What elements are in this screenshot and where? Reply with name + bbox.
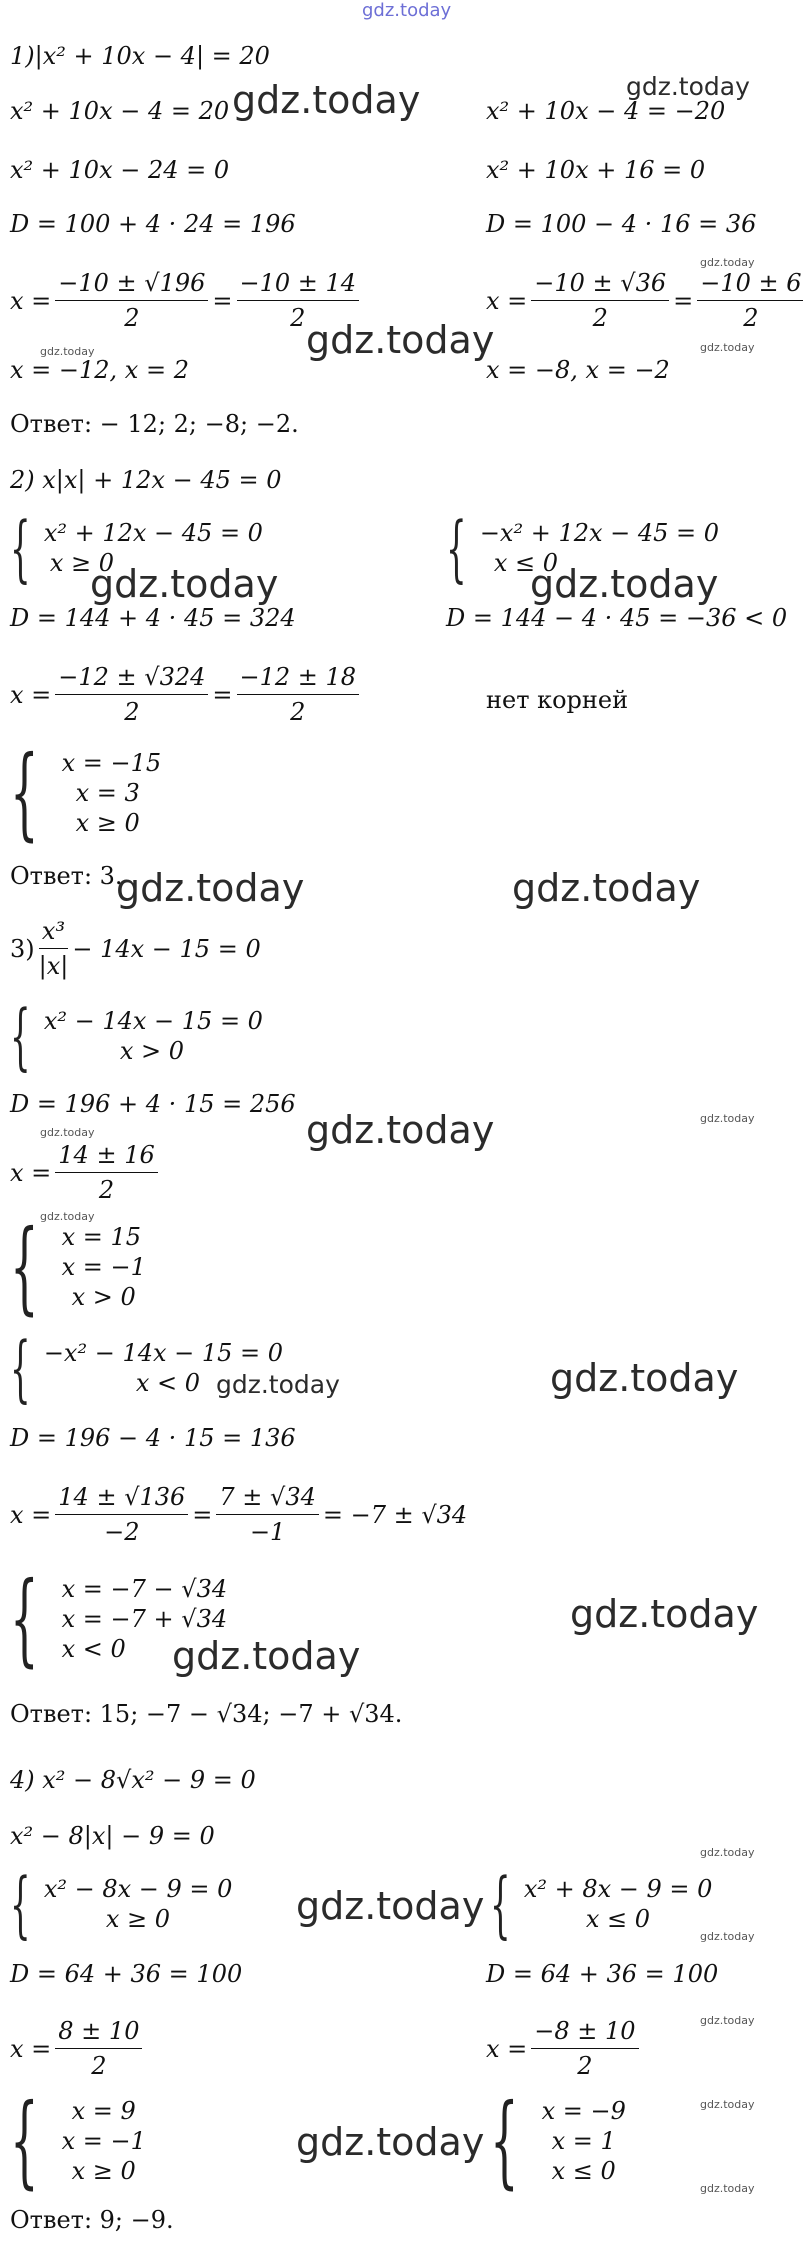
watermark: gdz.today [172, 1634, 361, 1678]
p3-answer: Ответ: 15; −7 − √34; −7 + √34. [10, 1700, 403, 1728]
p4-left-result-system [10, 2082, 146, 2199]
system-row: x = −9 [541, 2097, 626, 2125]
system-row: x = −1 [61, 1253, 146, 1281]
watermark: gdz.today [700, 1846, 755, 1859]
formula-prefix: x = [10, 1158, 52, 1187]
watermark: gdz.today [550, 1356, 739, 1400]
system-row: x² + 8x − 9 = 0 [523, 1875, 713, 1903]
system-row: −x² + 12x − 45 = 0 [479, 519, 720, 547]
watermark: gdz.today [306, 318, 495, 362]
p1-title: 1)|x² + 10x − 4| = 20 [10, 42, 270, 70]
p2-no-roots: нет корней [486, 686, 629, 714]
system-row: x² − 14x − 15 = 0 [43, 1007, 263, 1035]
watermark: gdz.today [40, 1210, 95, 1223]
p4-right-result-system [490, 2082, 626, 2199]
brace-icon: { [10, 734, 39, 851]
system-row: x ≤ 0 [551, 2157, 616, 2185]
system-row: x = 15 [61, 1223, 142, 1251]
p1-right-discriminant: D = 100 − 4 · 16 = 36 [486, 210, 757, 238]
fraction [237, 662, 360, 727]
p4-right-discriminant: D = 64 + 36 = 100 [486, 1960, 719, 1988]
fraction [55, 2016, 142, 2081]
denominator: −1 [249, 1518, 286, 1546]
watermark: gdz.today [40, 1126, 95, 1139]
formula-prefix: x = [10, 680, 52, 709]
watermark: gdz.today [296, 1884, 485, 1928]
watermark: gdz.today [700, 1930, 755, 1943]
system-row: x² − 8x − 9 = 0 [43, 1875, 233, 1903]
system-row: x < 0 [61, 1635, 126, 1663]
fraction [531, 268, 669, 333]
formula-prefix: x = [10, 286, 52, 315]
numerator: 8 ± 10 [55, 2016, 142, 2049]
system-row: x > 0 [119, 1037, 184, 1065]
watermark: gdz.today [116, 866, 305, 910]
fraction [39, 916, 69, 981]
p2-right-discriminant: D = 144 − 4 · 45 = −36 < 0 [446, 604, 788, 632]
system-row: x ≥ 0 [71, 2157, 136, 2185]
watermark: gdz.today [296, 2120, 485, 2164]
system-row: x = 1 [551, 2127, 616, 2155]
system-row: x = −7 − √34 [61, 1575, 228, 1603]
p4-right-roots-formula [486, 2016, 643, 2081]
p1-right-roots: x = −8, x = −2 [486, 356, 670, 384]
fraction [55, 1482, 188, 1547]
p2-left-discriminant: D = 144 + 4 · 45 = 324 [10, 604, 296, 632]
numerator: −10 ± 14 [237, 268, 360, 301]
system-row: x ≤ 0 [585, 1905, 650, 1933]
system-row: x ≥ 0 [105, 1905, 170, 1933]
watermark: gdz.today [700, 2014, 755, 2027]
fraction [216, 1482, 318, 1547]
p2-roots-formula [10, 662, 363, 727]
p1-left-quadratic: x² + 10x − 24 = 0 [10, 156, 230, 184]
denominator: 2 [290, 698, 306, 726]
p2-title: 2) x|x| + 12x − 45 = 0 [10, 466, 282, 494]
system-row: x ≤ 0 [493, 549, 558, 577]
p3-system-positive [10, 994, 263, 1078]
brace-icon: { [446, 506, 467, 590]
p3-roots-formula-2 [10, 1482, 467, 1547]
watermark: gdz.today [40, 345, 95, 358]
numerator: −12 ± 18 [237, 662, 360, 695]
denominator: 2 [290, 304, 306, 332]
brace-icon: { [10, 1862, 31, 1946]
p3-discriminant-2: D = 196 − 4 · 15 = 136 [10, 1424, 296, 1452]
p4-title: 4) x² − 8√x² − 9 = 0 [10, 1766, 256, 1794]
simplified-result: = −7 ± √34 [322, 1500, 468, 1529]
system-row: −x² − 14x − 15 = 0 [43, 1339, 284, 1367]
equals-sign: = [673, 286, 694, 315]
watermark: gdz.today [216, 1370, 340, 1399]
p1-right-quadratic: x² + 10x + 16 = 0 [486, 156, 706, 184]
brace-icon: { [10, 1326, 31, 1410]
system-row: x = 3 [75, 779, 140, 807]
formula-prefix: x = [10, 1500, 52, 1529]
equals-sign: = [212, 680, 233, 709]
p2-answer: Ответ: 3. [10, 862, 123, 890]
brace-icon: { [10, 1208, 39, 1325]
system-row: x = −15 [61, 749, 162, 777]
system-row: x = −7 + √34 [61, 1605, 228, 1633]
denominator: 2 [98, 1176, 115, 1204]
numerator: x³ [39, 916, 68, 949]
watermark: gdz.today [306, 1108, 495, 1152]
denominator: 2 [592, 304, 608, 332]
header-watermark: gdz.today [362, 0, 452, 21]
p4-answer: Ответ: 9; −9. [10, 2206, 174, 2234]
p3-roots-formula-1 [10, 1140, 162, 1205]
watermark: gdz.today [626, 72, 750, 101]
p3-discriminant-1: D = 196 + 4 · 15 = 256 [10, 1090, 296, 1118]
watermark: gdz.today [700, 2182, 755, 2195]
numerator: 14 ± 16 [55, 1140, 157, 1173]
watermark: gdz.today [700, 256, 755, 269]
fraction [697, 268, 803, 333]
system-row: x < 0 [135, 1369, 200, 1397]
watermark: gdz.today [700, 1112, 755, 1125]
denominator: 2 [577, 2052, 593, 2080]
equation-rest: − 14x − 15 = 0 [72, 934, 261, 963]
formula-prefix: x = [10, 2034, 52, 2063]
watermark: gdz.today [700, 341, 755, 354]
system-row: x² + 12x − 45 = 0 [43, 519, 263, 547]
p4-left-system [10, 1862, 233, 1946]
p4-right-system [490, 1862, 713, 1946]
numerator: −10 ± √196 [55, 268, 208, 301]
p1-right-roots-formula [486, 268, 803, 333]
brace-icon: { [10, 994, 31, 1078]
brace-icon: { [490, 2082, 519, 2199]
watermark: gdz.today [512, 866, 701, 910]
p1-answer: Ответ: − 12; 2; −8; −2. [10, 410, 299, 438]
fraction [531, 2016, 638, 2081]
denominator: 2 [91, 2052, 107, 2080]
system-row: x ≥ 0 [75, 809, 140, 837]
problem-number: 3) [10, 934, 35, 963]
numerator: −10 ± √36 [531, 268, 669, 301]
watermark: gdz.today [570, 1592, 759, 1636]
brace-icon: { [10, 1560, 39, 1677]
numerator: −12 ± √324 [55, 662, 208, 695]
brace-icon: { [10, 506, 31, 590]
fraction [55, 268, 208, 333]
numerator: −10 ± 6 [697, 268, 803, 301]
watermark: gdz.today [530, 562, 719, 606]
system-row: x = −1 [61, 2127, 146, 2155]
brace-icon: { [490, 1862, 511, 1946]
formula-prefix: x = [486, 2034, 528, 2063]
denominator: |x| [38, 952, 69, 980]
p4-left-roots-formula [10, 2016, 146, 2081]
denominator: 2 [124, 304, 140, 332]
p1-right-equation: x² + 10x − 4 = −20 [486, 97, 726, 125]
brace-icon: { [10, 2082, 39, 2199]
formula-prefix: x = [486, 286, 528, 315]
p1-left-roots: x = −12, x = 2 [10, 356, 189, 384]
fraction [55, 662, 208, 727]
p4-equation: x² − 8|x| − 9 = 0 [10, 1822, 215, 1850]
watermark: gdz.today [90, 562, 279, 606]
fraction [55, 1140, 157, 1205]
equals-sign: = [192, 1500, 213, 1529]
numerator: 14 ± √136 [55, 1482, 188, 1515]
watermark: gdz.today [232, 78, 421, 122]
system-row: x > 0 [71, 1283, 136, 1311]
numerator: −8 ± 10 [531, 2016, 638, 2049]
numerator: 7 ± √34 [216, 1482, 318, 1515]
p1-left-equation: x² + 10x − 4 = 20 [10, 97, 230, 125]
watermark: gdz.today [700, 2098, 755, 2111]
equals-sign: = [212, 286, 233, 315]
p1-left-discriminant: D = 100 + 4 · 24 = 196 [10, 210, 296, 238]
system-row: x = 9 [71, 2097, 136, 2125]
p2-result-system [10, 734, 162, 851]
system-row: x ≥ 0 [49, 549, 114, 577]
denominator: 2 [743, 304, 759, 332]
denominator: −2 [104, 1518, 140, 1546]
denominator: 2 [124, 698, 140, 726]
p3-title [10, 916, 261, 981]
p4-left-discriminant: D = 64 + 36 = 100 [10, 1960, 243, 1988]
